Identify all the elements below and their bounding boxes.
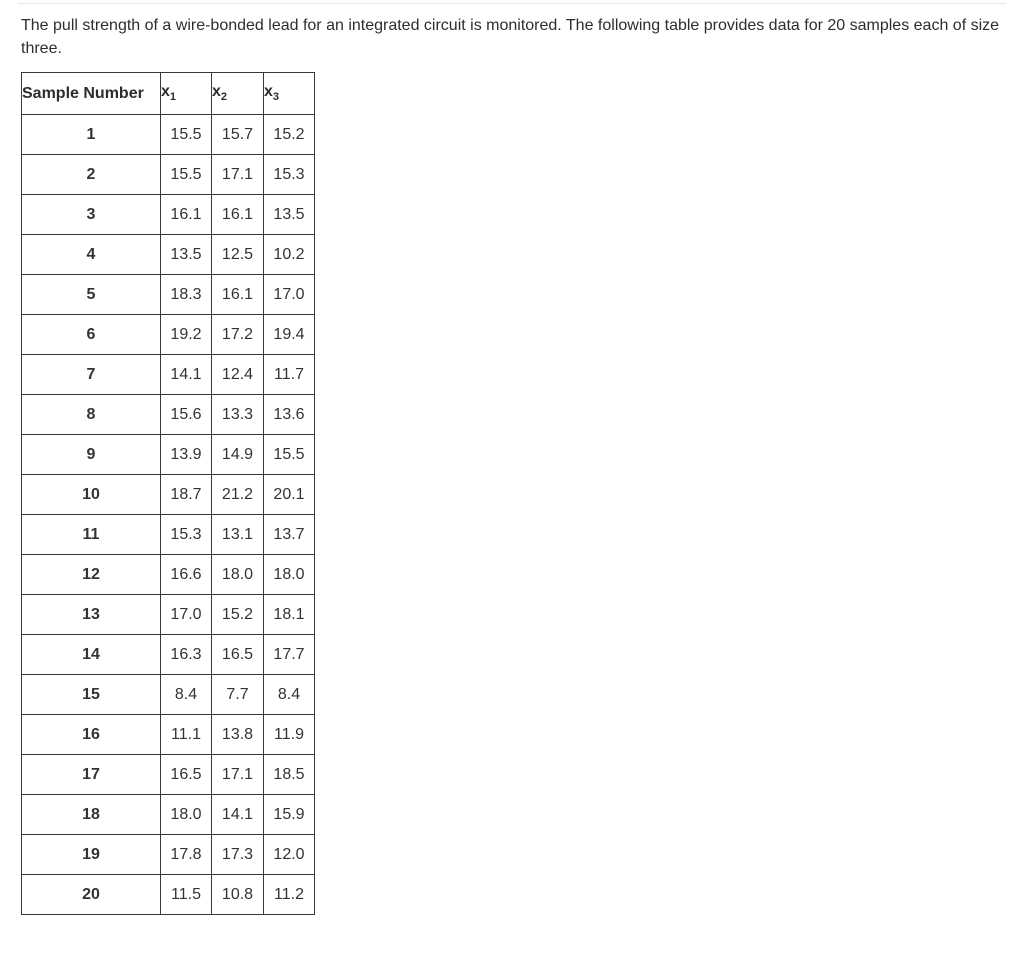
x1-cell: 11.5 (161, 875, 212, 915)
x2-cell: 12.5 (212, 235, 264, 275)
table-row (22, 795, 315, 835)
x2-cell: 21.2 (212, 475, 264, 515)
x2-cell: 14.1 (212, 795, 264, 835)
x2-cell: 15.7 (212, 115, 264, 155)
x3-cell: 18.1 (264, 595, 315, 635)
sample-number-cell: 13 (22, 595, 161, 635)
table-body (22, 115, 315, 915)
sample-number-cell: 17 (22, 755, 161, 795)
table-row (22, 675, 315, 715)
sample-number-cell: 10 (22, 475, 161, 515)
sample-number-cell: 6 (22, 315, 161, 355)
table-row (22, 715, 315, 755)
sample-number-cell: 5 (22, 275, 161, 315)
x1-cell: 16.5 (161, 755, 212, 795)
sample-number-cell: 12 (22, 555, 161, 595)
x3-cell: 11.7 (264, 355, 315, 395)
sample-number-cell: 3 (22, 195, 161, 235)
x3-cell: 11.9 (264, 715, 315, 755)
x1-cell: 19.2 (161, 315, 212, 355)
table-row (22, 235, 315, 275)
sample-number-cell: 18 (22, 795, 161, 835)
x3-cell: 13.6 (264, 395, 315, 435)
x3-cell: 17.0 (264, 275, 315, 315)
x3-cell: 18.5 (264, 755, 315, 795)
header-x3-symbol: x (264, 83, 273, 101)
table-row (22, 875, 315, 915)
sample-number-cell: 11 (22, 515, 161, 555)
x1-cell: 16.3 (161, 635, 212, 675)
x2-cell: 17.1 (212, 155, 264, 195)
x2-cell: 16.5 (212, 635, 264, 675)
x1-cell: 16.1 (161, 195, 212, 235)
header-sample-number: Sample Number (22, 73, 161, 115)
x2-cell: 13.8 (212, 715, 264, 755)
x2-cell: 13.1 (212, 515, 264, 555)
table-row (22, 515, 315, 555)
sample-number-cell: 8 (22, 395, 161, 435)
x1-cell: 11.1 (161, 715, 212, 755)
x3-cell: 19.4 (264, 315, 315, 355)
x1-cell: 15.5 (161, 115, 212, 155)
x1-cell: 14.1 (161, 355, 212, 395)
x2-cell: 16.1 (212, 275, 264, 315)
x1-cell: 18.0 (161, 795, 212, 835)
header-x1 (161, 73, 212, 115)
x1-cell: 8.4 (161, 675, 212, 715)
table-row (22, 275, 315, 315)
x3-cell: 12.0 (264, 835, 315, 875)
header-x1-subscript: 1 (169, 91, 177, 104)
sample-number-cell: 4 (22, 235, 161, 275)
x3-cell: 20.1 (264, 475, 315, 515)
sample-number-cell: 14 (22, 635, 161, 675)
table-row (22, 555, 315, 595)
table-row (22, 115, 315, 155)
x1-cell: 16.6 (161, 555, 212, 595)
header-x2-subscript: 2 (220, 91, 228, 104)
header-x3 (264, 73, 315, 115)
sample-number-cell: 9 (22, 435, 161, 475)
sample-number-cell: 7 (22, 355, 161, 395)
x2-cell: 18.0 (212, 555, 264, 595)
table-row (22, 755, 315, 795)
table-row (22, 155, 315, 195)
x2-cell: 14.9 (212, 435, 264, 475)
table-row (22, 395, 315, 435)
sample-number-cell: 15 (22, 675, 161, 715)
x3-cell: 13.7 (264, 515, 315, 555)
sample-number-cell: 16 (22, 715, 161, 755)
x3-cell: 15.3 (264, 155, 315, 195)
x3-cell: 17.7 (264, 635, 315, 675)
sample-number-cell: 19 (22, 835, 161, 875)
header-x1-symbol: x (161, 83, 170, 101)
pull-strength-table (21, 72, 315, 915)
sample-number-cell: 20 (22, 875, 161, 915)
x3-cell: 15.9 (264, 795, 315, 835)
sample-number-cell: 2 (22, 155, 161, 195)
table-row (22, 355, 315, 395)
x3-cell: 18.0 (264, 555, 315, 595)
x3-cell: 15.5 (264, 435, 315, 475)
x1-cell: 18.7 (161, 475, 212, 515)
x2-cell: 12.4 (212, 355, 264, 395)
sample-number-cell: 1 (22, 115, 161, 155)
x2-cell: 15.2 (212, 595, 264, 635)
x2-cell: 16.1 (212, 195, 264, 235)
table-row (22, 475, 315, 515)
x1-cell: 18.3 (161, 275, 212, 315)
header-x2 (212, 73, 264, 115)
top-divider (18, 3, 1006, 4)
x1-cell: 17.8 (161, 835, 212, 875)
problem-statement: The pull strength of a wire-bonded lead for an integrated circuit is monitored. The following table provides data for 20 samples each of size three. (21, 17, 1000, 57)
x3-cell: 13.5 (264, 195, 315, 235)
header-x3-subscript: 3 (272, 91, 280, 104)
table-row (22, 315, 315, 355)
x2-cell: 13.3 (212, 395, 264, 435)
table-row (22, 835, 315, 875)
x1-cell: 13.5 (161, 235, 212, 275)
x1-cell: 15.5 (161, 155, 212, 195)
table-header-row (22, 73, 315, 115)
x2-cell: 7.7 (212, 675, 264, 715)
x1-cell: 13.9 (161, 435, 212, 475)
x2-cell: 10.8 (212, 875, 264, 915)
x1-cell: 17.0 (161, 595, 212, 635)
x3-cell: 15.2 (264, 115, 315, 155)
table-row (22, 595, 315, 635)
header-x2-symbol: x (212, 83, 221, 101)
x2-cell: 17.2 (212, 315, 264, 355)
table-row (22, 195, 315, 235)
x2-cell: 17.1 (212, 755, 264, 795)
x3-cell: 8.4 (264, 675, 315, 715)
x1-cell: 15.6 (161, 395, 212, 435)
x1-cell: 15.3 (161, 515, 212, 555)
x3-cell: 10.2 (264, 235, 315, 275)
table-row (22, 435, 315, 475)
table-row (22, 635, 315, 675)
x3-cell: 11.2 (264, 875, 315, 915)
x2-cell: 17.3 (212, 835, 264, 875)
